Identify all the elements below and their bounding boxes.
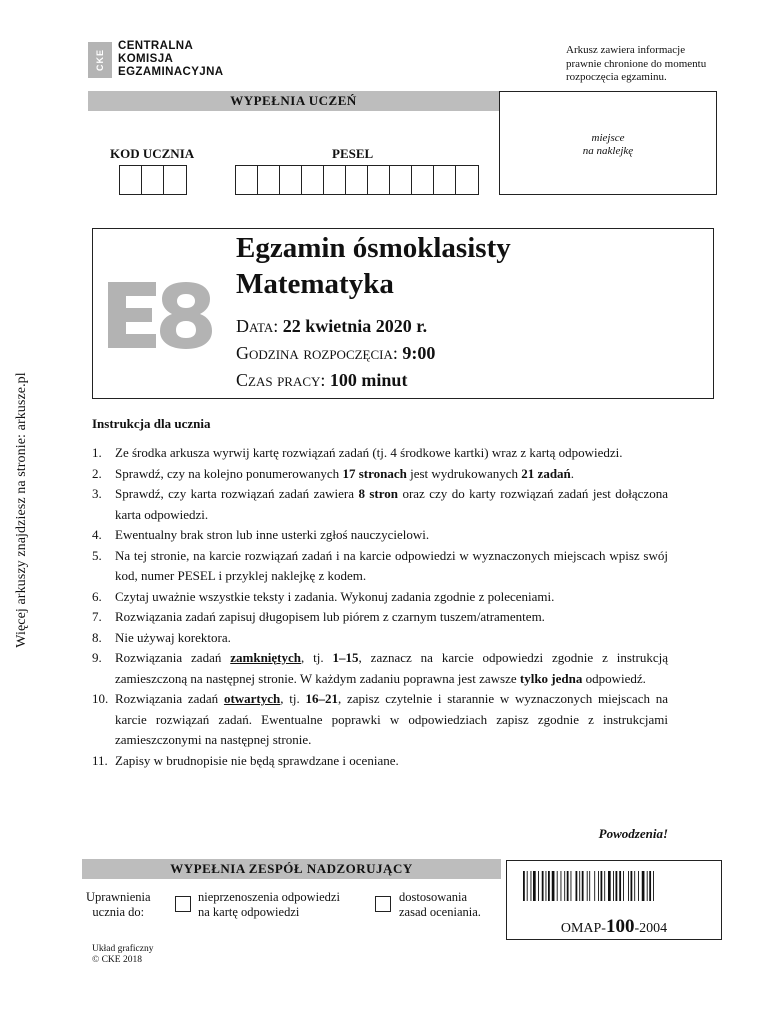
instruction-item: 10. Rozwiązania zadań otwartych, tj. 16–21, zapisz czytelnie i starannie w wyznaczonych miejscach na karcie rozwiązań zadań. Ewentualne poprawki w odpowiedziach zapisz zgodnie z instrukcjami zamieszczonymi na następnej stronie. — [92, 691, 668, 747]
sticker-line-1: miejsce — [591, 132, 625, 144]
pesel-digit-box[interactable] — [258, 166, 280, 194]
footer-note — [92, 944, 153, 966]
pesel-digit-box[interactable] — [302, 166, 324, 194]
cke-logo-icon: CKE — [88, 42, 112, 78]
instruction-item: 4. Ewentualny brak stron lub inne usterki zgłoś nauczycielowi. — [92, 527, 430, 542]
barcode-panel — [506, 860, 722, 940]
date-label: Data: — [236, 316, 279, 336]
instruction-item: 6. Czytaj uważnie wszystkie teksty i zadania. Wykonuj zadania zgodnie z poleceniami. — [92, 588, 555, 604]
pesel-digit-box[interactable] — [434, 166, 456, 194]
proctor-fill-header: WYPEŁNIA ZESPÓŁ NADZORUJĄCY — [82, 859, 501, 879]
adjusted-grading-line-2: zasad oceniania. — [399, 905, 481, 919]
start-label: Godzina rozpoczęcia: — [236, 343, 398, 363]
permissions-label-line-1: Uprawnienia — [86, 890, 151, 904]
pesel-digit-box[interactable] — [280, 166, 302, 194]
sheet-code-main: 100 — [605, 916, 635, 937]
instruction-item: 1. Ze środka arkusza wyrwij kartę rozwiązań zadań (tj. 4 środkowe kartki) wraz z kartą odpowiedzi. — [92, 445, 623, 460]
duration-value: 100 minut — [329, 370, 408, 390]
date-value: 22 kwietnia 2020 r. — [282, 316, 428, 336]
side-website-note: Więcej arkuszy znajdziesz na stronie: arkusze.pl — [14, 372, 29, 648]
legal-note-line-2: prawnie chronione do momentu — [566, 57, 707, 70]
e8-emblem-icon — [106, 280, 214, 350]
no-transfer-option — [198, 890, 340, 920]
good-luck-text: Powodzenia! — [598, 826, 668, 841]
sticker-area — [499, 91, 717, 195]
permissions-label-line-2: ucznia do: — [92, 905, 145, 919]
exam-subject: Matematyka — [236, 268, 394, 300]
pesel-digit-box[interactable] — [236, 166, 258, 194]
instructions-list — [92, 443, 668, 771]
code-digit-box[interactable] — [142, 166, 164, 194]
pesel-digit-box[interactable] — [456, 166, 478, 194]
exam-date — [236, 316, 427, 337]
adjusted-grading-checkbox[interactable] — [375, 896, 391, 912]
sheet-code — [507, 916, 721, 938]
start-value: 9:00 — [402, 343, 436, 363]
institution-line-3: EGZAMINACYJNA — [118, 66, 224, 79]
adjusted-grading-option — [399, 890, 481, 920]
student-code-label: KOD UCZNIA — [110, 146, 195, 161]
sheet-code-suffix: -2004 — [634, 921, 668, 936]
student-code-boxes[interactable] — [119, 165, 187, 195]
exam-duration — [236, 370, 407, 391]
adjusted-grading-line-1: dostosowania — [399, 890, 468, 904]
legal-note-line-1: Arkusz zawiera informacje — [566, 44, 686, 56]
legal-note — [566, 44, 706, 85]
duration-label: Czas pracy: — [236, 370, 326, 390]
instructions-heading: Instrukcja dla ucznia — [92, 416, 211, 431]
legal-note-line-3: rozpoczęcia egzaminu. — [566, 71, 667, 83]
pesel-digit-box[interactable] — [390, 166, 412, 194]
pesel-label: PESEL — [332, 146, 374, 161]
footer-line-1: Układ graficzny — [92, 944, 154, 954]
footer-line-2: © CKE 2018 — [92, 955, 142, 965]
institution-name — [118, 40, 224, 80]
barcode-icon — [523, 871, 707, 901]
no-transfer-checkbox[interactable] — [175, 896, 191, 912]
exam-title: Egzamin ósmoklasisty — [236, 232, 511, 264]
pesel-digit-box[interactable] — [368, 166, 390, 194]
permissions-label — [86, 890, 151, 920]
instruction-item: 5. Na tej stronie, na karcie rozwiązań zadań i na karcie odpowiedzi w wyznaczonych miejscach wpisz swój kod, numer PESEL i przyklej naklejkę z kodem. — [92, 547, 668, 583]
student-fill-header: WYPEŁNIA UCZEŃ — [88, 91, 499, 111]
instruction-item: 11. Zapisy w brudnopisie nie będą sprawdzane i oceniane. — [92, 752, 399, 768]
instruction-item: 9. Rozwiązania zadań zamkniętych, tj. 1–15, zaznacz na karcie odpowiedzi zgodnie z instrukcją zamieszczoną na następnej stronie. W każdym zadaniu poprawna jest zawsze tylko jedna odpowiedź. — [92, 650, 668, 686]
no-transfer-line-2: na kartę odpowiedzi — [198, 905, 300, 919]
sheet-code-prefix: OMAP- — [560, 921, 606, 936]
pesel-boxes[interactable] — [235, 165, 479, 195]
pesel-digit-box[interactable] — [324, 166, 346, 194]
no-transfer-line-1: nieprzenoszenia odpowiedzi — [198, 890, 340, 904]
instruction-item: 2. Sprawdź, czy na kolejno ponumerowanych 17 stronach jest wydrukowanych 21 zadań. — [92, 465, 575, 481]
instruction-item: 8. Nie używaj korektora. — [92, 629, 231, 645]
exam-start-time — [236, 343, 435, 364]
code-digit-box[interactable] — [164, 166, 186, 194]
code-digit-box[interactable] — [120, 166, 142, 194]
instruction-item: 7. Rozwiązania zadań zapisuj długopisem lub piórem z czarnym tuszem/atramentem. — [92, 609, 545, 624]
sticker-line-2: na naklejkę — [582, 145, 634, 157]
pesel-digit-box[interactable] — [412, 166, 434, 194]
institution-line-1: CENTRALNA — [118, 40, 194, 52]
instruction-item: 3. Sprawdź, czy karta rozwiązań zadań zawiera 8 stron oraz czy do karty rozwiązań zadań jest dołączona karta odpowiedzi. — [92, 486, 668, 522]
pesel-digit-box[interactable] — [346, 166, 368, 194]
institution-line-2: KOMISJA — [118, 53, 174, 66]
